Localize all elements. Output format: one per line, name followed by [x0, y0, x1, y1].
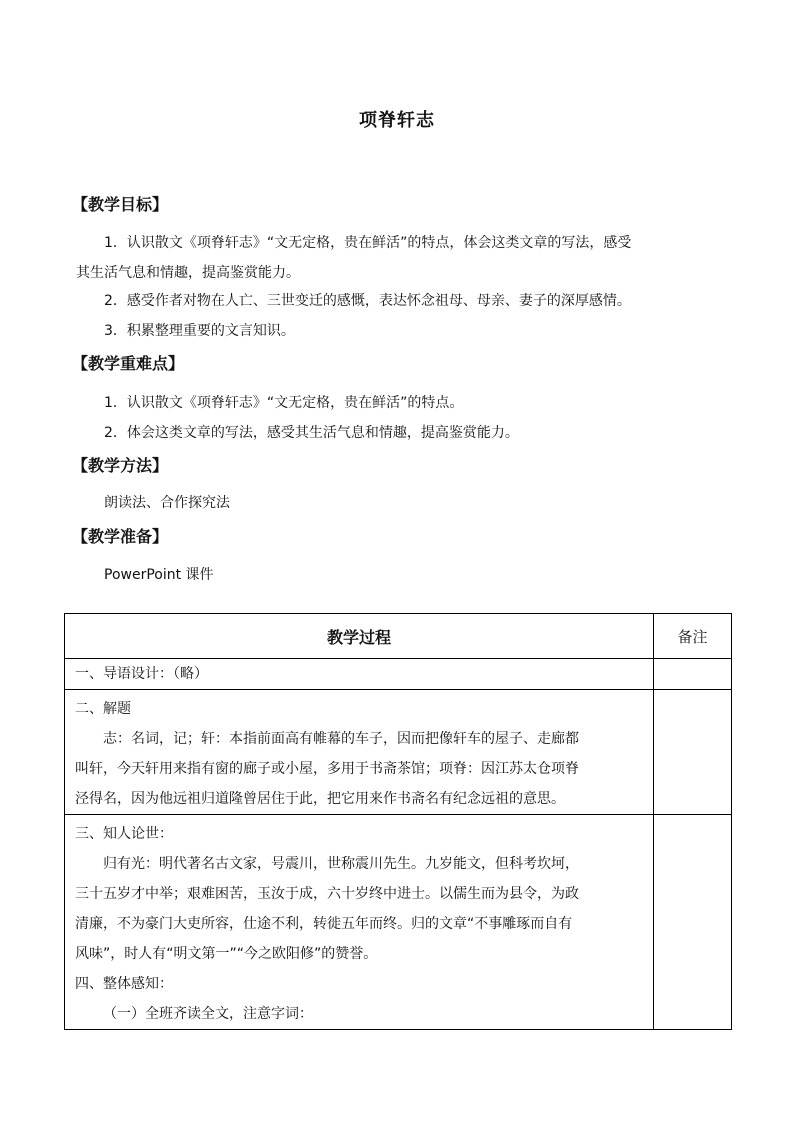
goal-item-3: 3．积累整理重要的文言知识。	[104, 323, 295, 339]
row-author-line-3: 清廉，不为豪门大吏所容，仕途不利，转徙五年而终。归的文章“不事雕琢而自有	[75, 916, 573, 932]
row-author-line-2: 三十五岁才中举；艰难困苦，玉汝于成，六十岁终中进士。以儒生而为县令，为政	[75, 886, 579, 902]
table-row	[65, 659, 732, 690]
difficulty-item-1: 1．认识散文《项脊轩志》“文无定格，贵在鲜活”的特点。	[104, 395, 464, 411]
goal-item-2: 2．感受作者对物在人亡、三世变迁的感慨，表达怀念祖母、母亲、妻子的深厚感情。	[104, 293, 631, 309]
row-author-line-1: 归有光：明代著名古文家，号震川，世称震川先生。九岁能文，但科考坎坷，	[103, 856, 579, 872]
table-header-row	[65, 614, 732, 659]
row-intro	[65, 659, 654, 690]
teaching-process-table	[64, 613, 732, 1030]
row-title-line-1: 志：名词，记；轩：本指前面高有帷幕的车子，因而把像轩车的屋子、走廊都	[103, 731, 579, 747]
row-title-line-3: 泾得名，因为他远祖归道隆曾居住于此，把它用来作书斋名有纪念远祖的意思。	[75, 791, 565, 807]
row-title-heading: 二、解题	[75, 701, 131, 717]
row-intro-text: 一、导语设计：（略）	[75, 666, 208, 682]
row-title-line-2: 叫轩，今天轩用来指有窗的廊子或小屋，多用于书斋茶馆；项脊：因江苏太仓项脊	[75, 761, 579, 777]
row-intro-note	[654, 659, 732, 690]
preparation-text: PowerPoint 课件	[104, 567, 214, 583]
methods-text: 朗读法、合作探究法	[104, 495, 230, 511]
section-heading-methods: 【教学方法】	[72, 456, 169, 475]
section-heading-preparation: 【教学准备】	[72, 527, 169, 546]
page-title: 项脊轩志	[359, 110, 435, 131]
table-row	[65, 690, 732, 815]
row-overview-heading: 四、整体感知：	[75, 976, 173, 992]
row-author-background	[65, 815, 654, 1030]
difficulty-item-2: 2．体会这类文章的写法，感受其生活气息和情趣，提高鉴赏能力。	[104, 425, 519, 441]
goal-item-1-line-1: 1．认识散文《项脊轩志》“文无定格，贵在鲜活”的特点，体会这类文章的写法，感受	[104, 235, 632, 251]
row-title-explanation	[65, 690, 654, 815]
row-overview-item: （一）全班齐读全文，注意字词：	[103, 1006, 313, 1022]
goal-item-1	[76, 228, 736, 288]
row-author-heading: 三、知人论世：	[75, 826, 173, 842]
section-heading-difficulties: 【教学重难点】	[72, 354, 185, 373]
row-author-line-4: 风味”，时人有“明文第一”“今之欧阳修”的赞誉。	[75, 946, 378, 962]
table-header-process: 教学过程	[65, 614, 654, 659]
section-heading-goals: 【教学目标】	[72, 195, 169, 214]
row-author-note	[654, 815, 732, 1030]
goal-item-1-line-2: 其生活气息和情趣，提高鉴赏能力。	[76, 265, 300, 281]
row-title-note	[654, 690, 732, 815]
table-header-notes: 备注	[654, 614, 732, 659]
table-row	[65, 815, 732, 1030]
